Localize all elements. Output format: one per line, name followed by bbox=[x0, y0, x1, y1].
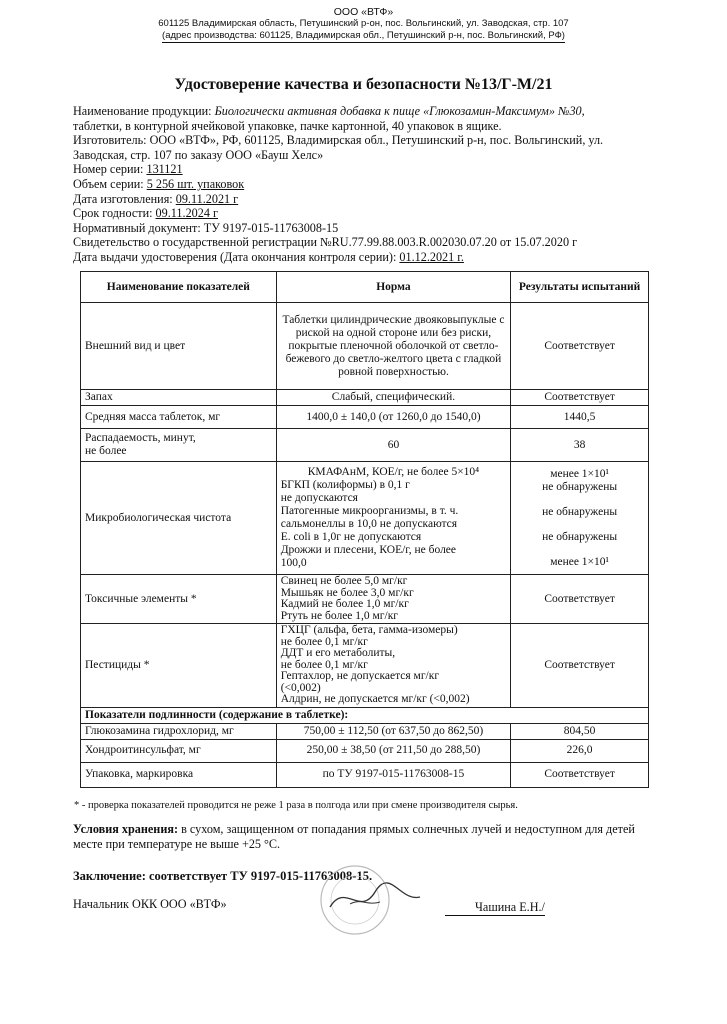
row-result: Соответствует bbox=[511, 575, 649, 624]
pest-norm-5: Гептахлор, не допускается мг/кг bbox=[280, 670, 440, 682]
row-name: Средняя масса таблеток, мг bbox=[81, 406, 277, 429]
made-label: Дата изготовления: bbox=[73, 191, 173, 206]
toxic-norm-2: Мышьяк не более 3,0 мг/кг bbox=[280, 586, 414, 599]
micro-norm-7: Дрожжи и плесени, КОЕ/г, не более bbox=[280, 544, 457, 556]
row-name-line1: Распадаемость, минут, bbox=[85, 432, 196, 444]
product-value: Биологически активная добавка к пище «Глюкозамин-Максимум» №30, bbox=[214, 104, 585, 118]
row-result: Соответствует bbox=[511, 624, 649, 708]
row-result: 804,50 bbox=[511, 723, 649, 739]
header-indicator: Наименование показателей bbox=[81, 272, 277, 303]
storage-label: Условия хранения: bbox=[73, 822, 179, 836]
row-norm: 750,00 ± 112,50 (от 637,50 до 862,50) bbox=[276, 723, 511, 739]
series-value: 131121 bbox=[146, 162, 183, 177]
row-name: Запах bbox=[81, 390, 277, 406]
micro-result-4: не обнаружены bbox=[542, 530, 618, 543]
row-name: Пестициды * bbox=[81, 624, 277, 708]
conclusion: Заключение: соответствует ТУ 9197-015-11763008-15. bbox=[73, 869, 373, 883]
registration-cert: Свидетельство о государственной регистрации №RU.77.99.88.003.R.002030.07.20 от 15.07.2020 г bbox=[73, 235, 578, 250]
micro-result-2: не обнаружены bbox=[542, 480, 618, 493]
micro-result-1: менее 1×10¹ bbox=[550, 467, 609, 480]
toxic-norm-3: Кадмий не более 1,0 мг/кг bbox=[280, 598, 409, 610]
table-row bbox=[81, 429, 649, 462]
auth-section-header: Показатели подлинности (содержание в таблетке): bbox=[81, 707, 649, 723]
header-results: Результаты испытаний bbox=[511, 272, 649, 303]
document-title: Удостоверение качества и безопасности №13/Г-М/21 bbox=[174, 76, 553, 93]
document-header bbox=[0, 6, 727, 43]
org-name: ООО «ВТФ» bbox=[333, 6, 394, 18]
row-norm: по ТУ 9197-015-11763008-15 bbox=[276, 762, 511, 787]
product-info bbox=[73, 104, 665, 265]
table-header-row bbox=[81, 272, 649, 303]
row-name-line2: не более bbox=[85, 445, 127, 457]
micro-norm-4: Патогенные микроорганизмы, в т. ч. bbox=[280, 505, 459, 517]
micro-result-3: не обнаружены bbox=[542, 505, 618, 518]
norm-doc: Нормативный документ: ТУ 9197-015-11763008-15 bbox=[73, 220, 339, 235]
table-row bbox=[81, 762, 649, 787]
row-result: Соответствует bbox=[511, 762, 649, 787]
row-norm bbox=[276, 462, 511, 575]
micro-norm-5: сальмонеллы в 10,0 не допускаются bbox=[280, 518, 458, 530]
issue-label: Дата выдачи удостоверения (Дата окончания контроля серии): bbox=[73, 249, 397, 264]
row-result: 38 bbox=[511, 429, 649, 462]
production-address: (адрес производства: 601125, Владимирская обл., Петушинский р-н, пос. Вольгинский, РФ) bbox=[162, 30, 565, 41]
row-name: Упаковка, маркировка bbox=[81, 762, 277, 787]
chief-title: Начальник ОКК ООО «ВТФ» bbox=[73, 897, 227, 911]
pest-norm-2: не более 0,1 мг/кг bbox=[280, 635, 368, 648]
made-value: 09.11.2021 г bbox=[175, 191, 239, 206]
section-row bbox=[81, 707, 649, 723]
maker-value: ООО «ВТФ», РФ, 601125, Владимирская обл., Петушинский р-н, пос. Вольгинский, ул. bbox=[149, 133, 604, 148]
signer-name-text: Чашина Е.Н./ bbox=[475, 900, 545, 914]
row-norm bbox=[276, 575, 511, 624]
row-name: Хондроитинсульфат, мг bbox=[81, 739, 277, 762]
signature-stamp-icon bbox=[290, 862, 440, 937]
table-row bbox=[81, 723, 649, 739]
table-row bbox=[81, 739, 649, 762]
table-row bbox=[81, 462, 649, 575]
issue-value: 01.12.2021 г. bbox=[399, 249, 464, 264]
pest-norm-1: ГХЦГ (альфа, бета, гамма-изомеры) bbox=[280, 624, 458, 636]
row-norm: 60 bbox=[276, 429, 511, 462]
row-norm: 250,00 ± 38,50 (от 211,50 до 288,50) bbox=[276, 739, 511, 762]
row-norm bbox=[276, 624, 511, 708]
row-name: Микробиологическая чистота bbox=[81, 462, 277, 575]
storage-conditions bbox=[73, 822, 665, 852]
org-address: 601125 Владимирская область, Петушинский р-он, пос. Вольгинский, ул. Заводская, стр. 107 bbox=[158, 18, 569, 29]
row-name: Токсичные элементы * bbox=[81, 575, 277, 624]
pest-norm-6: (<0,002) bbox=[280, 681, 321, 694]
volume-value: 5 256 шт. упаковок bbox=[146, 176, 245, 191]
maker-label: Изготовитель: bbox=[73, 133, 147, 148]
row-norm: 1400,0 ± 140,0 (от 1260,0 до 1540,0) bbox=[276, 406, 511, 429]
expiry-value: 09.11.2024 г bbox=[155, 206, 218, 221]
toxic-norm-1: Свинец не более 5,0 мг/кг bbox=[280, 575, 408, 587]
toxic-norm-4: Ртуть не более 1,0 мг/кг bbox=[280, 609, 399, 622]
row-result: 226,0 bbox=[511, 739, 649, 762]
product-cont: таблетки, в контурной ячейковой упаковке, пачке картонной, 40 упаковок в ящике. bbox=[73, 118, 502, 133]
series-label: Номер серии: bbox=[73, 162, 144, 177]
row-name bbox=[81, 429, 277, 462]
micro-norm-1: КМАФАнМ, КОЕ/г, не более 5×10⁴ bbox=[307, 466, 480, 478]
header-norm: Норма bbox=[276, 272, 511, 303]
footnote: * - проверка показателей проводится не реже 1 раза в полгода или при смене производителя сырья. bbox=[74, 800, 518, 811]
product-label: Наименование продукции: bbox=[73, 104, 212, 118]
row-name: Внешний вид и цвет bbox=[81, 303, 277, 390]
table-row bbox=[81, 390, 649, 406]
table-row bbox=[81, 575, 649, 624]
quality-table bbox=[80, 271, 649, 788]
micro-norm-3: не допускаются bbox=[280, 492, 358, 504]
pest-norm-4: не более 0,1 мг/кг bbox=[280, 658, 368, 671]
row-name: Глюкозамина гидрохлорид, мг bbox=[81, 723, 277, 739]
micro-norm-8: 100,0 bbox=[280, 557, 307, 569]
micro-result-5: менее 1×10¹ bbox=[550, 555, 609, 568]
expiry-label: Срок годности: bbox=[73, 206, 153, 221]
row-norm: Слабый, специфический. bbox=[276, 390, 511, 406]
table-row bbox=[81, 624, 649, 708]
storage-text: в сухом, защищенном от попадания прямых солнечных лучей и недоступном для детей месте при температуре не выше +25 °С. bbox=[73, 822, 635, 851]
row-result: 1440,5 bbox=[511, 406, 649, 429]
table-row bbox=[81, 406, 649, 429]
row-result: Соответствует bbox=[511, 390, 649, 406]
row-norm: Таблетки цилиндрические двояковыпуклые с риской на одной стороне или без риски, покрытые пленочной оболочкой от светло-бежевого до светло-желтого цвета с гладкой ровной поверхностью. bbox=[276, 303, 511, 390]
micro-norm-6: E. coli в 1,0г не допускаются bbox=[280, 531, 422, 543]
row-result: Соответствует bbox=[511, 303, 649, 390]
pest-norm-3: ДДТ и его метаболиты, bbox=[280, 647, 396, 659]
signer-name bbox=[445, 900, 545, 916]
volume-label: Объем серии: bbox=[73, 176, 144, 191]
pest-norm-7: Алдрин, не допускается мг/кг (<0,002) bbox=[280, 693, 470, 705]
maker-cont: Заводская, стр. 107 по заказу ООО «Бауш Хелс» bbox=[73, 147, 324, 162]
micro-norm-2: БГКП (колиформы) в 0,1 г bbox=[280, 479, 410, 491]
table-row bbox=[81, 303, 649, 390]
row-result bbox=[511, 462, 649, 575]
